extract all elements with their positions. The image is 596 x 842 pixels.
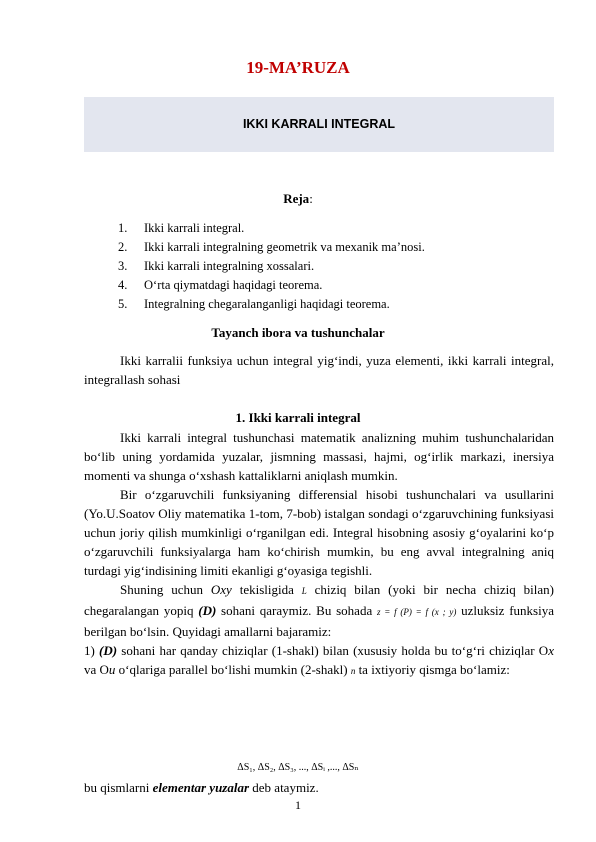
plan-item-number: 4. — [118, 278, 128, 292]
text-run: bu qismlarni — [84, 780, 153, 795]
parts-count-n: n — [350, 666, 356, 676]
text-run: tekisligida — [231, 582, 302, 597]
plan-item-number: 1. — [118, 221, 128, 235]
curve-l: L — [301, 586, 307, 596]
plan-item-text: Ikki karrali integralning geometrik va mexanik ma’nosi. — [144, 240, 425, 254]
keywords-paragraph — [84, 351, 554, 389]
plan-heading-label: Reja — [283, 191, 310, 206]
plan-heading-colon: : — [309, 191, 313, 206]
page-number: 1 — [295, 798, 301, 812]
plane-oxy: Oxy — [210, 582, 232, 597]
topic-banner — [84, 97, 554, 152]
plan-item — [118, 238, 425, 257]
paragraph-intro: Ikki karrali integral tushunchasi matematik analizning muhim tushunchalaridan bo‘lib uning yordamida yuzalar, jismning massasi, hajmi, og‘irlik markazi, inersiya momenti va shunga o‘xshash kattaliklarni aniqlash mumkin. — [84, 430, 554, 483]
paragraph-domain — [84, 580, 554, 641]
plan-item-number: 5. — [118, 297, 128, 311]
text-run: va O — [84, 662, 109, 677]
text-run: ta ixtiyoriy qismga bo‘lamiz: — [355, 662, 510, 677]
plan-item — [118, 276, 425, 295]
text-run: o‘qlariga parallel bo‘lishi mumkin (2-shakl) — [115, 662, 351, 677]
plan-heading — [0, 191, 596, 207]
plan-list — [118, 219, 425, 314]
plan-item-text: O‘rta qiymatdagi haqidagi teorema. — [144, 278, 323, 292]
text-run: sohani har qanday chiziqlar (1-shakl) bilan (xususiy holda bu to‘g‘ri chiziqlar O — [117, 643, 549, 658]
plan-item-text: Ikki karrali integralning xossalari. — [144, 259, 315, 273]
axis-x: x — [548, 643, 554, 658]
elementary-areas-formula: ΔS₁, ΔS₂, ΔS₃, ..., ΔSᵢ ,..., ΔSₙ — [237, 762, 359, 773]
keywords-heading: Tayanch ibora va tushunchalar — [211, 325, 385, 340]
closing-text — [84, 778, 554, 797]
text-run: 1) — [84, 643, 100, 658]
text-run: deb ataymiz. — [249, 780, 319, 795]
topic-banner-text: IKKI KARRALI INTEGRAL — [242, 117, 396, 131]
text-run: chiziq bilan (yoki bir necha chiziq bilan) chegaralangan yopiq — [84, 582, 554, 618]
paragraph-step-1 — [84, 641, 554, 681]
term-elementary-areas: elementar yuzalar — [152, 780, 250, 795]
axis-u: u — [108, 662, 116, 677]
keywords-text: Ikki karralii funksiya uchun integral yig‘indi, yuza elementi, ikki karrali integral, integrallash sohasi — [84, 353, 554, 387]
paragraph-elementary-areas — [84, 778, 554, 797]
body-text — [84, 428, 554, 681]
text-run: uzluksiz funksiya berilgan bo‘lsin. Quyidagi amallarni bajaramiz: — [84, 603, 554, 639]
lecture-title: 19-MA’RUZA — [246, 58, 350, 77]
function-formula: z = f (P) = f (x ; y) — [377, 607, 457, 617]
domain-d: (D) — [198, 603, 217, 618]
plan-item-text: Ikki karrali integral. — [144, 221, 245, 235]
plan-item-text: Integralning chegaralanganligi haqidagi teorema. — [144, 297, 390, 311]
plan-item — [118, 219, 425, 238]
text-run: sohani qaraymiz. Bu sohada — [216, 603, 377, 618]
plan-item — [118, 295, 425, 314]
text-run: Shuning uchun — [120, 582, 211, 597]
plan-item-number: 3. — [118, 259, 128, 273]
plan-item — [118, 257, 425, 276]
section-heading: 1. Ikki karrali integral — [235, 410, 361, 425]
domain-d: (D) — [99, 643, 118, 658]
plan-item-number: 2. — [118, 240, 128, 254]
paragraph-differential: Bir o‘zgaruvchili funksiyaning differensial hisobi tushunchalari va usullarini (Yo.U.Soatov Oliy matematika 1-tom, 7-bob) istalgan sondagi o‘zgaruvchining funksiyasi uchun joriy qilish mumkinligi o‘rganilgan edi. Integral hisobning asosiy g‘oyalarini ko‘p o‘zgaruvchili funksiyalarga ham ko‘chirish mumkin, bu eng avval integralning aniq turdagi yig‘indisining limiti ekanligi g‘oyasiga tegishli. — [84, 487, 554, 578]
